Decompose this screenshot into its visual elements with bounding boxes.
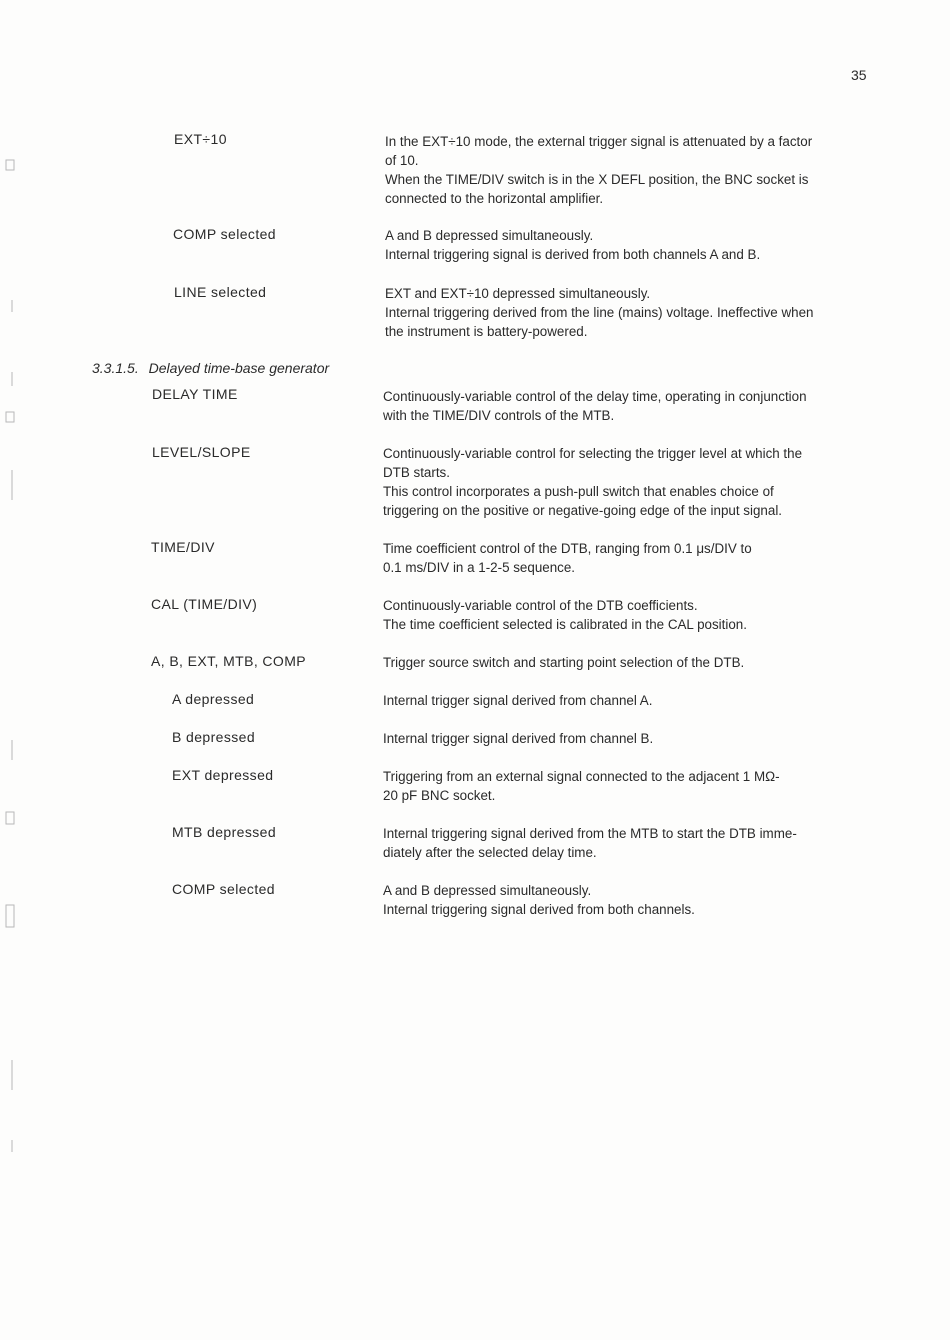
- description-level-slope: [383, 444, 861, 520]
- description-delay-time: [383, 387, 861, 425]
- label-a-depressed: A depressed: [172, 691, 255, 707]
- label-level-slope: LEVEL/SLOPE: [152, 444, 251, 460]
- label-b-depressed: B depressed: [172, 729, 256, 745]
- text-line: Continuously-variable control of the delay time, operating in conjunction: [383, 389, 807, 404]
- label-comp-selected-dtb: COMP selected: [172, 881, 275, 897]
- page-number: 35: [851, 67, 867, 83]
- description-trigger-source: [383, 653, 861, 672]
- description-ext-div10: [385, 132, 863, 208]
- section-heading: [92, 360, 329, 376]
- label-line-selected: LINE selected: [174, 284, 267, 300]
- text-line: Continuously-variable control for selecting the trigger level at which the: [383, 446, 803, 461]
- text-line: A and B depressed simultaneously.: [383, 883, 592, 898]
- text-line: When the TIME/DIV switch is in the X DEFL position, the BNC socket is: [385, 172, 809, 187]
- text-line: The time coefficient selected is calibrated in the CAL position.: [383, 617, 747, 632]
- text-line: Trigger source switch and starting point selection of the DTB.: [383, 655, 745, 670]
- description-a-depressed: [383, 691, 861, 710]
- text-line: In the EXT÷10 mode, the external trigger signal is attenuated by a factor: [385, 134, 813, 149]
- description-ext-depressed: [383, 767, 861, 805]
- text-line: Internal triggering signal derived from the MTB to start the DTB imme-: [383, 826, 797, 841]
- binding-edge-marks: [0, 0, 30, 1340]
- text-line: Internal triggering derived from the line (mains) voltage. Ineffective when: [385, 305, 814, 320]
- text-line: EXT and EXT÷10 depressed simultaneously.: [385, 286, 651, 301]
- text-line: This control incorporates a push-pull switch that enables choice of: [383, 484, 774, 499]
- text-line: the instrument is battery-powered.: [385, 324, 588, 339]
- text-line: 20 pF BNC socket.: [383, 788, 496, 803]
- description-comp-selected-dtb: [383, 881, 861, 919]
- label-comp-selected: COMP selected: [173, 226, 276, 242]
- label-time-div: TIME/DIV: [151, 539, 215, 555]
- description-line-selected: [385, 284, 863, 341]
- description-b-depressed: [383, 729, 861, 748]
- label-mtb-depressed: MTB depressed: [172, 824, 277, 840]
- text-line: Internal triggering signal is derived from both channels A and B.: [385, 247, 761, 262]
- text-line: Internal triggering signal derived from both channels.: [383, 902, 695, 917]
- section-title: Delayed time-base generator: [148, 360, 330, 376]
- text-line: 0.1 ms/DIV in a 1-2-5 sequence.: [383, 560, 576, 575]
- text-line: Continuously-variable control of the DTB coefficients.: [383, 598, 698, 613]
- label-ext-depressed: EXT depressed: [172, 767, 274, 783]
- text-line: Internal trigger signal derived from channel B.: [383, 731, 654, 746]
- text-line: DTB starts.: [383, 465, 450, 480]
- description-comp-selected: [385, 226, 863, 264]
- text-line: connected to the horizontal amplifier.: [385, 191, 604, 206]
- description-time-div: [383, 539, 861, 577]
- description-cal-time-div: [383, 596, 861, 634]
- label-trigger-source: A, B, EXT, MTB, COMP: [151, 653, 307, 669]
- text-line: of 10.: [385, 153, 419, 168]
- text-line: A and B depressed simultaneously.: [385, 228, 594, 243]
- text-line: with the TIME/DIV controls of the MTB.: [383, 408, 615, 423]
- text-line: Triggering from an external signal connected to the adjacent 1 MΩ-: [383, 769, 780, 784]
- description-mtb-depressed: [383, 824, 861, 862]
- text-line: Internal trigger signal derived from channel A.: [383, 693, 653, 708]
- label-cal-time-div: CAL (TIME/DIV): [151, 596, 258, 612]
- section-number: 3.3.1.5.: [92, 360, 139, 376]
- text-line: Time coefficient control of the DTB, ranging from 0.1 μs/DIV to: [383, 541, 752, 556]
- label-delay-time: DELAY TIME: [152, 386, 238, 402]
- text-line: diately after the selected delay time.: [383, 845, 597, 860]
- text-line: triggering on the positive or negative-going edge of the input signal.: [383, 503, 783, 518]
- label-ext-div10: EXT÷10: [174, 131, 227, 147]
